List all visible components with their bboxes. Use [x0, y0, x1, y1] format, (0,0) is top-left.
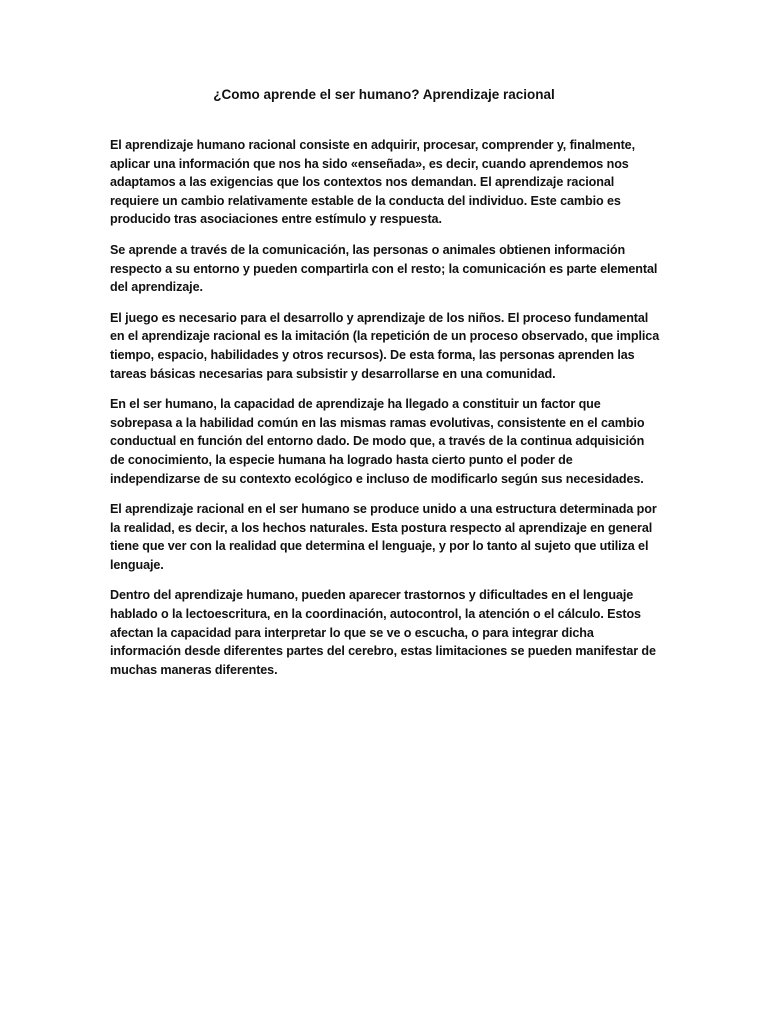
paragraph-4: En el ser humano, la capacidad de aprendizaje ha llegado a constituir un factor que sobrepasa a la habilidad común en las mismas ramas evolutivas, consistente en el cambio conductual en función del entorno dado. De modo que, a través de la continua adquisición de conocimiento, la especie humana ha logrado hasta cierto punto el poder de independizarse de su contexto ecológico e incluso de modificarlo según sus necesidades.	[110, 397, 645, 486]
document-body	[110, 136, 662, 691]
paragraph-2: Se aprende a través de la comunicación, las personas o animales obtienen información respecto a su entorno y pueden compartirla con el resto; la comunicación es parte elemental del aprendizaje.	[110, 242, 658, 295]
paragraph-3: El juego es necesario para el desarrollo y aprendizaje de los niños. El proceso fundamental en el aprendizaje racional es la imitación (la repetición de un proceso observado, que implica tiempo, espacio, habilidades y otros recursos). De esta forma, las personas aprenden las tareas básicas necesarias para subsistir y desarrollarse en una comunidad.	[110, 310, 660, 381]
document-title: ¿Como aprende el ser humano? Aprendizaje racional	[213, 87, 555, 102]
paragraph-5: El aprendizaje racional en el ser humano se produce unido a una estructura determinada por la realidad, es decir, a los hechos naturales. Esta postura respecto al aprendizaje en general tiene que ver con la realidad que determina el lenguaje, y por lo tanto al sujeto que utiliza el lenguaje.	[110, 502, 657, 572]
paragraph-1: El aprendizaje humano racional consiste en adquirir, procesar, comprender y, finalmente, aplicar una información que nos ha sido «enseñada», es decir, cuando aprendemos nos adaptamos a las exigencias que los contextos nos demandan. El aprendizaje racional requiere un cambio relativamente estable de la conducta del individuo. Este cambio es producido tras asociaciones entre estímulo y respuesta.	[110, 138, 635, 227]
paragraph-6: Dentro del aprendizaje humano, pueden aparecer trastornos y dificultades en el lenguaje hablado o la lectoescritura, en la coordinación, autocontrol, la atención o el cálculo. Estos afectan la capacidad para interpretar lo que se ve o escucha, o para integrar dicha información desde diferentes partes del cerebro, estas limitaciones se pueden manifestar de muchas maneras diferentes.	[110, 588, 656, 677]
